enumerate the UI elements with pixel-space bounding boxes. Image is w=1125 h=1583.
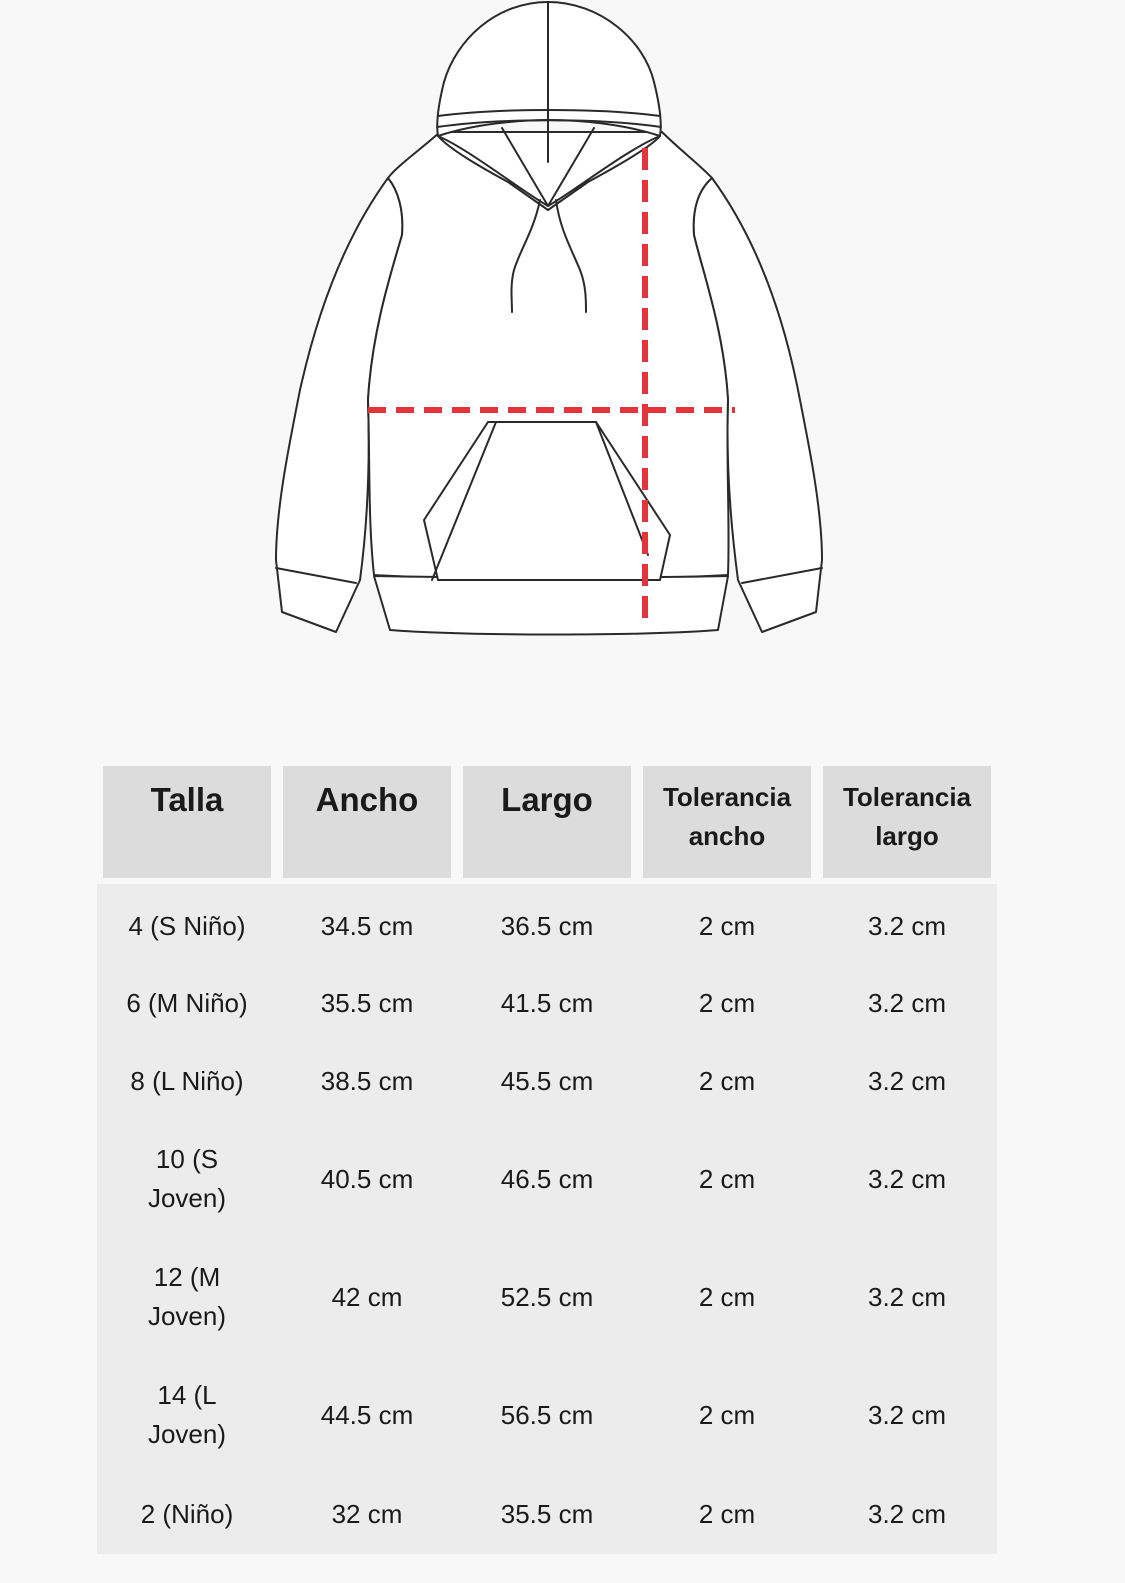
hoodie-drawing [0, 0, 1125, 660]
cell-tolerancia-largo: 3.2 cm [867, 1163, 947, 1194]
cell-talla: 8 (L Niño) [130, 1065, 244, 1096]
cell-talla: 12 (M Joven) [147, 1262, 227, 1331]
header-tolerancia-ancho [643, 766, 811, 878]
cell-largo: 35.5 cm [500, 1498, 594, 1529]
cell-tolerancia-ancho: 2 cm [698, 1163, 756, 1194]
table-body [97, 884, 997, 1554]
cell-talla: 10 (S Joven) [147, 1144, 227, 1213]
header-label: Talla [150, 781, 224, 818]
cell-ancho: 38.5 cm [320, 1065, 414, 1096]
cell-talla: 4 (S Niño) [128, 910, 246, 941]
table-row [97, 964, 997, 1042]
cell-tolerancia-largo: 3.2 cm [867, 1498, 947, 1529]
table-header-row [97, 766, 997, 878]
cell-tolerancia-largo: 3.2 cm [867, 910, 947, 941]
cell-tolerancia-ancho: 2 cm [698, 910, 756, 941]
hoodie-diagram [0, 0, 1125, 660]
cell-tolerancia-ancho: 2 cm [698, 1281, 756, 1312]
header-label: Tolerancia ancho [662, 782, 792, 851]
cell-largo: 36.5 cm [500, 910, 594, 941]
table-row [97, 884, 997, 964]
cell-tolerancia-largo: 3.2 cm [867, 1065, 947, 1096]
header-talla [103, 766, 271, 878]
header-label: Ancho [315, 781, 419, 818]
table-row [97, 1238, 997, 1356]
header-ancho [283, 766, 451, 878]
table-row [97, 1042, 997, 1120]
table-row [97, 1356, 997, 1474]
cell-ancho: 34.5 cm [320, 910, 414, 941]
header-tolerancia-largo [823, 766, 991, 878]
cell-tolerancia-largo: 3.2 cm [867, 1281, 947, 1312]
cell-ancho: 44.5 cm [320, 1399, 414, 1430]
cell-tolerancia-ancho: 2 cm [698, 1498, 756, 1529]
table-row [97, 1120, 997, 1238]
cell-ancho: 40.5 cm [320, 1163, 414, 1194]
cell-talla: 14 (L Joven) [147, 1380, 227, 1449]
cell-talla: 2 (Niño) [140, 1498, 234, 1529]
cell-tolerancia-largo: 3.2 cm [867, 1399, 947, 1430]
cell-ancho: 42 cm [331, 1281, 403, 1312]
cell-tolerancia-ancho: 2 cm [698, 1065, 756, 1096]
cell-talla: 6 (M Niño) [126, 987, 248, 1018]
cell-largo: 41.5 cm [500, 987, 594, 1018]
cell-tolerancia-largo: 3.2 cm [867, 987, 947, 1018]
cell-tolerancia-ancho: 2 cm [698, 1399, 756, 1430]
table-row [97, 1474, 997, 1554]
cell-largo: 52.5 cm [500, 1281, 594, 1312]
size-chart-table [97, 766, 997, 1554]
cell-tolerancia-ancho: 2 cm [698, 987, 756, 1018]
header-label: Tolerancia largo [842, 782, 972, 851]
cell-ancho: 32 cm [331, 1498, 403, 1529]
cell-largo: 56.5 cm [500, 1399, 594, 1430]
header-largo [463, 766, 631, 878]
header-label: Largo [501, 781, 593, 818]
cell-largo: 45.5 cm [500, 1065, 594, 1096]
cell-largo: 46.5 cm [500, 1163, 594, 1194]
cell-ancho: 35.5 cm [320, 987, 414, 1018]
